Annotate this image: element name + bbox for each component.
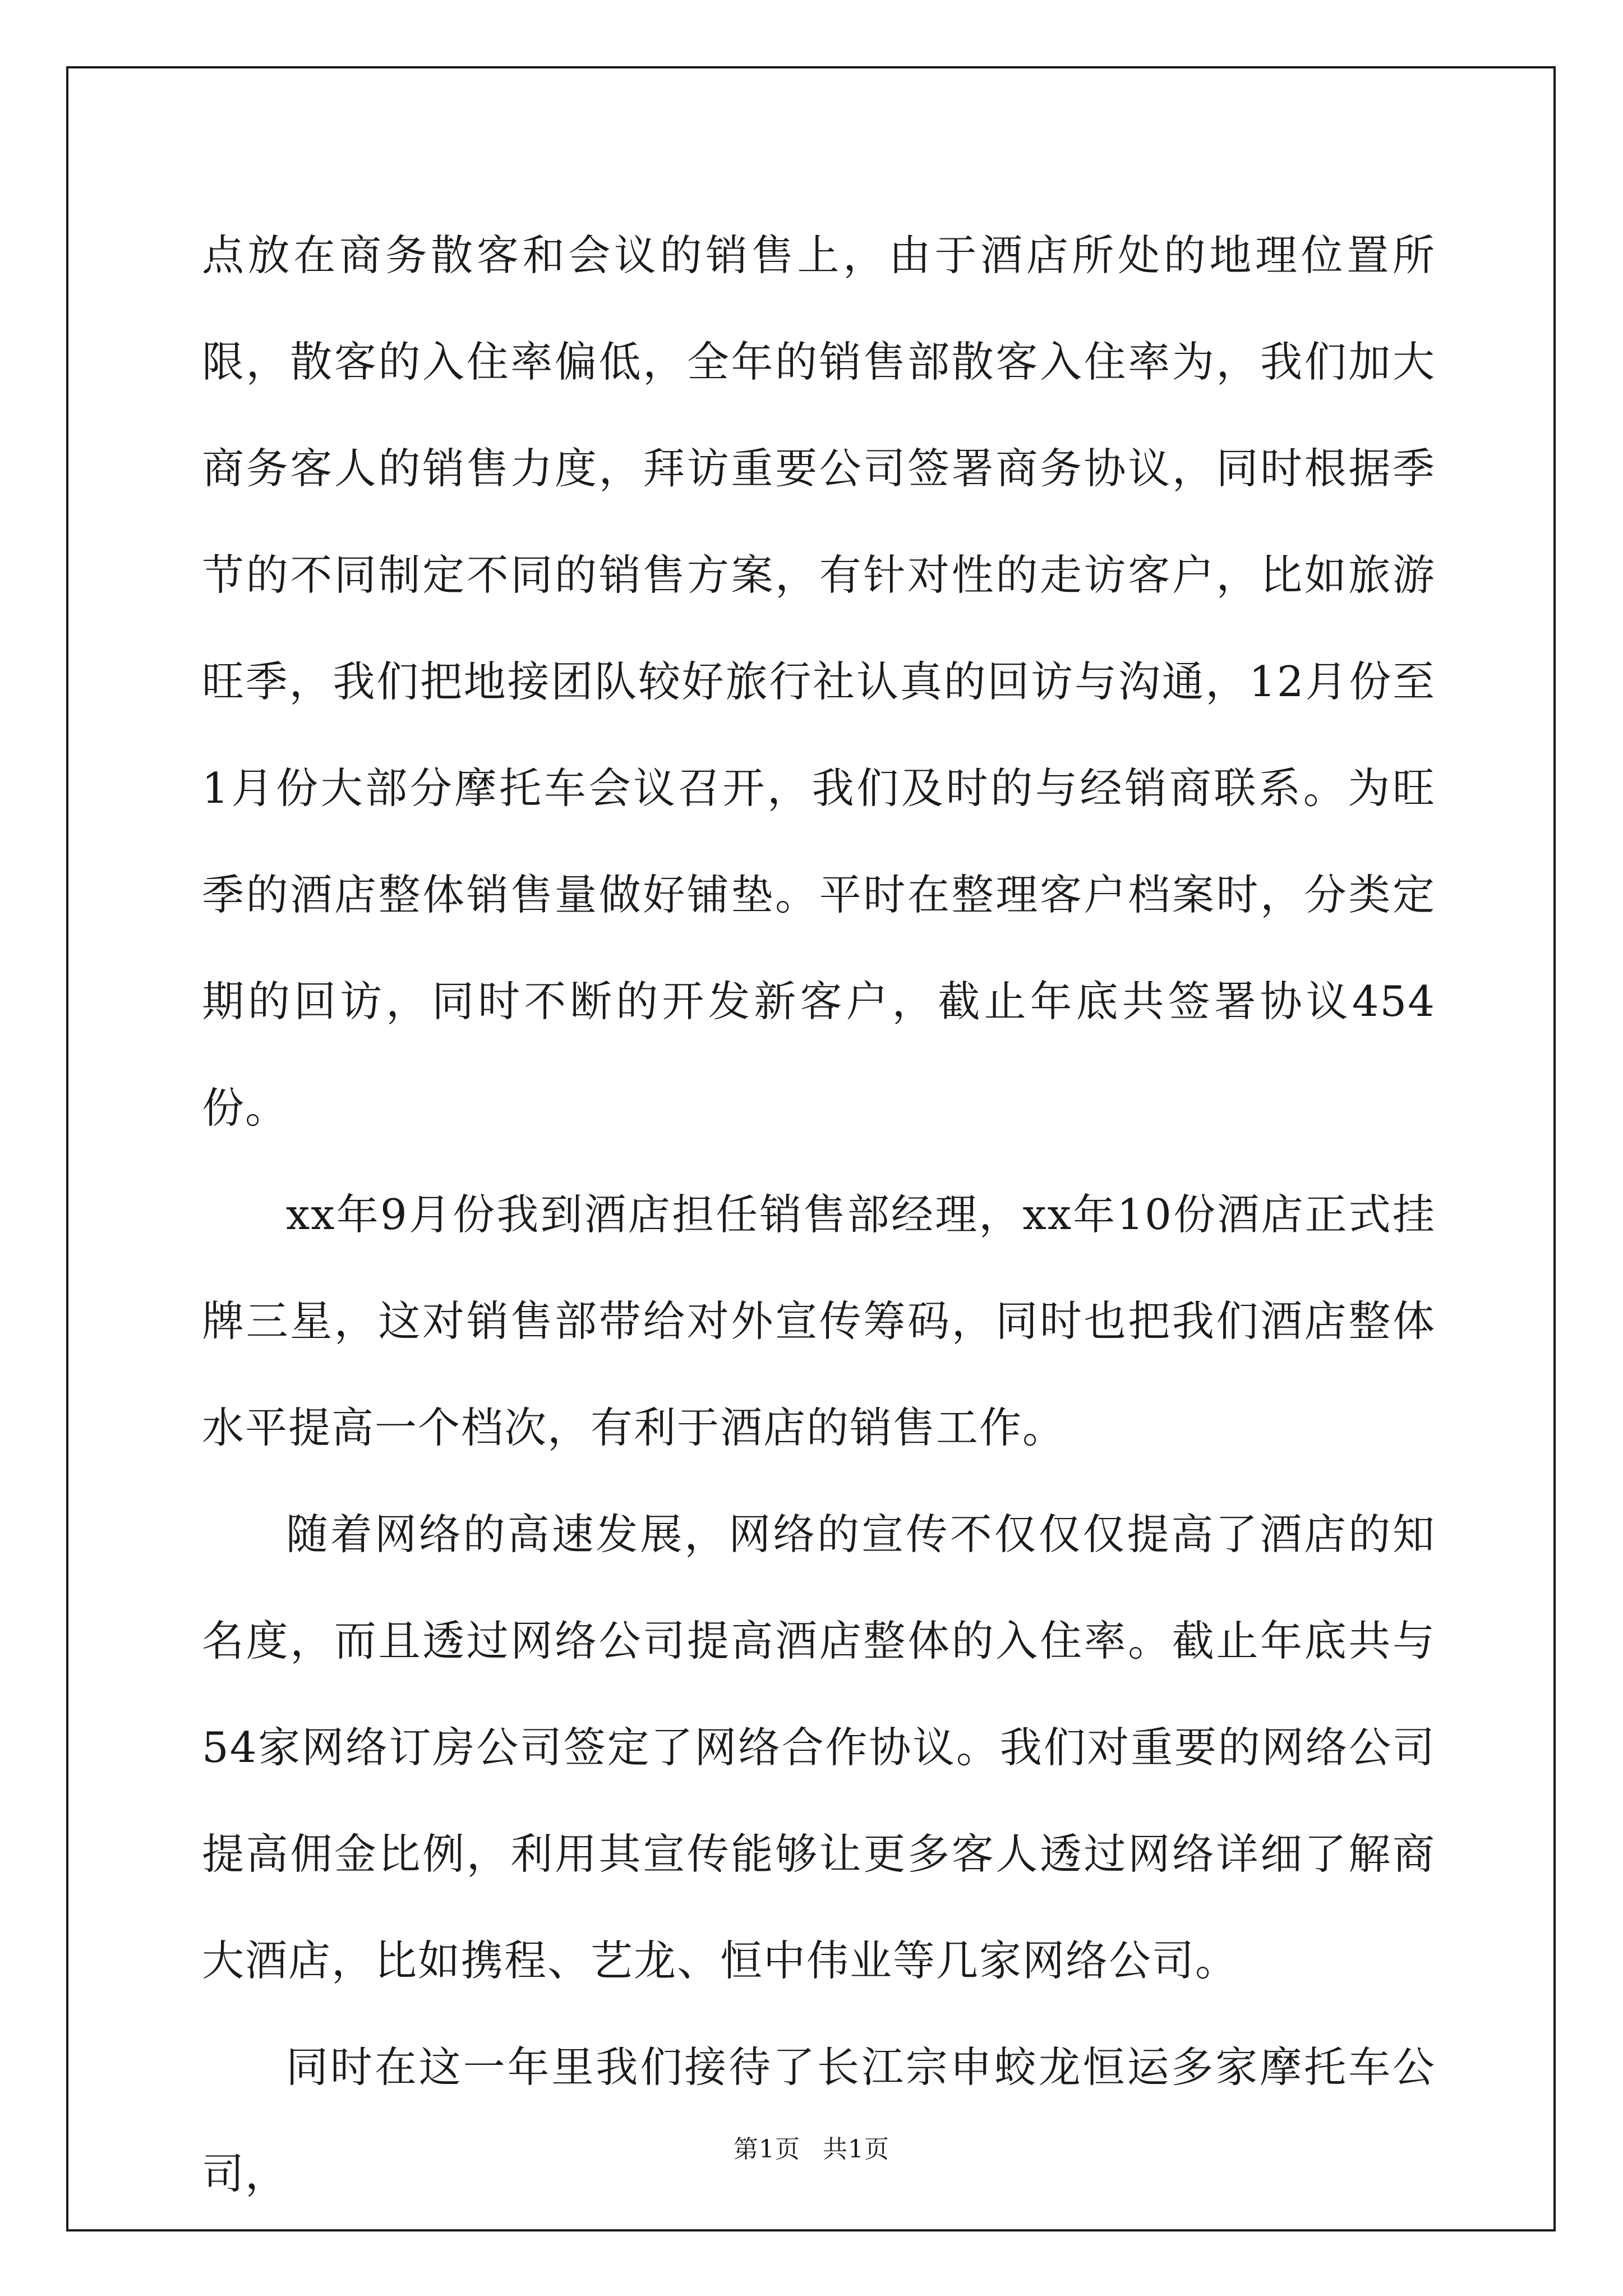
paragraph-3: 随着网络的高速发展，网络的宣传不仅仅仅提高了酒店的知名度，而且透过网络公司提高酒店整体的入住率。截止年底共与54家网络订房公司签定了网络合作协议。我们对重要的网络公司提高佣金比例，利用其宣传能够让更多客人透过网络详细了解商大酒店，比如携程、艺龙、恒中伟业等几家网络公司。 [202,1510,1436,1985]
page-footer [0,2129,1623,2165]
paragraph-4: 同时在这一年里我们接待了长江宗申蛟龙恒运多家摩托车公司， [202,2042,1436,2198]
page-number: 第1页 [734,2135,800,2164]
paragraph-2: xx年9月份我到酒店担任销售部经理，xx年10份酒店正式挂牌三星，这对销售部带给对外宣传筹码，同时也把我们酒店整体水平提高一个档次，有利于酒店的销售工作。 [202,1190,1436,1452]
paragraph-1: 点放在商务散客和会议的销售上，由于酒店所处的地理位置所限，散客的入住率偏低，全年的销售部散客入住率为，我们加大商务客人的销售力度，拜访重要公司签署商务协议，同时根据季节的不同制定不同的销售方案，有针对性的走访客户，比如旅游旺季，我们把地接团队较好旅行社认真的回访与沟通，12月份至1月份大部分摩托车会议召开，我们及时的与经销商联系。为旺季的酒店整体销售量做好铺垫。平时在整理客户档案时，分类定期的回访，同时不断的开发新客户，截止年底共签署协议454份。 [202,231,1436,1133]
page-total: 共1页 [823,2135,889,2164]
document-body [202,202,1436,2227]
